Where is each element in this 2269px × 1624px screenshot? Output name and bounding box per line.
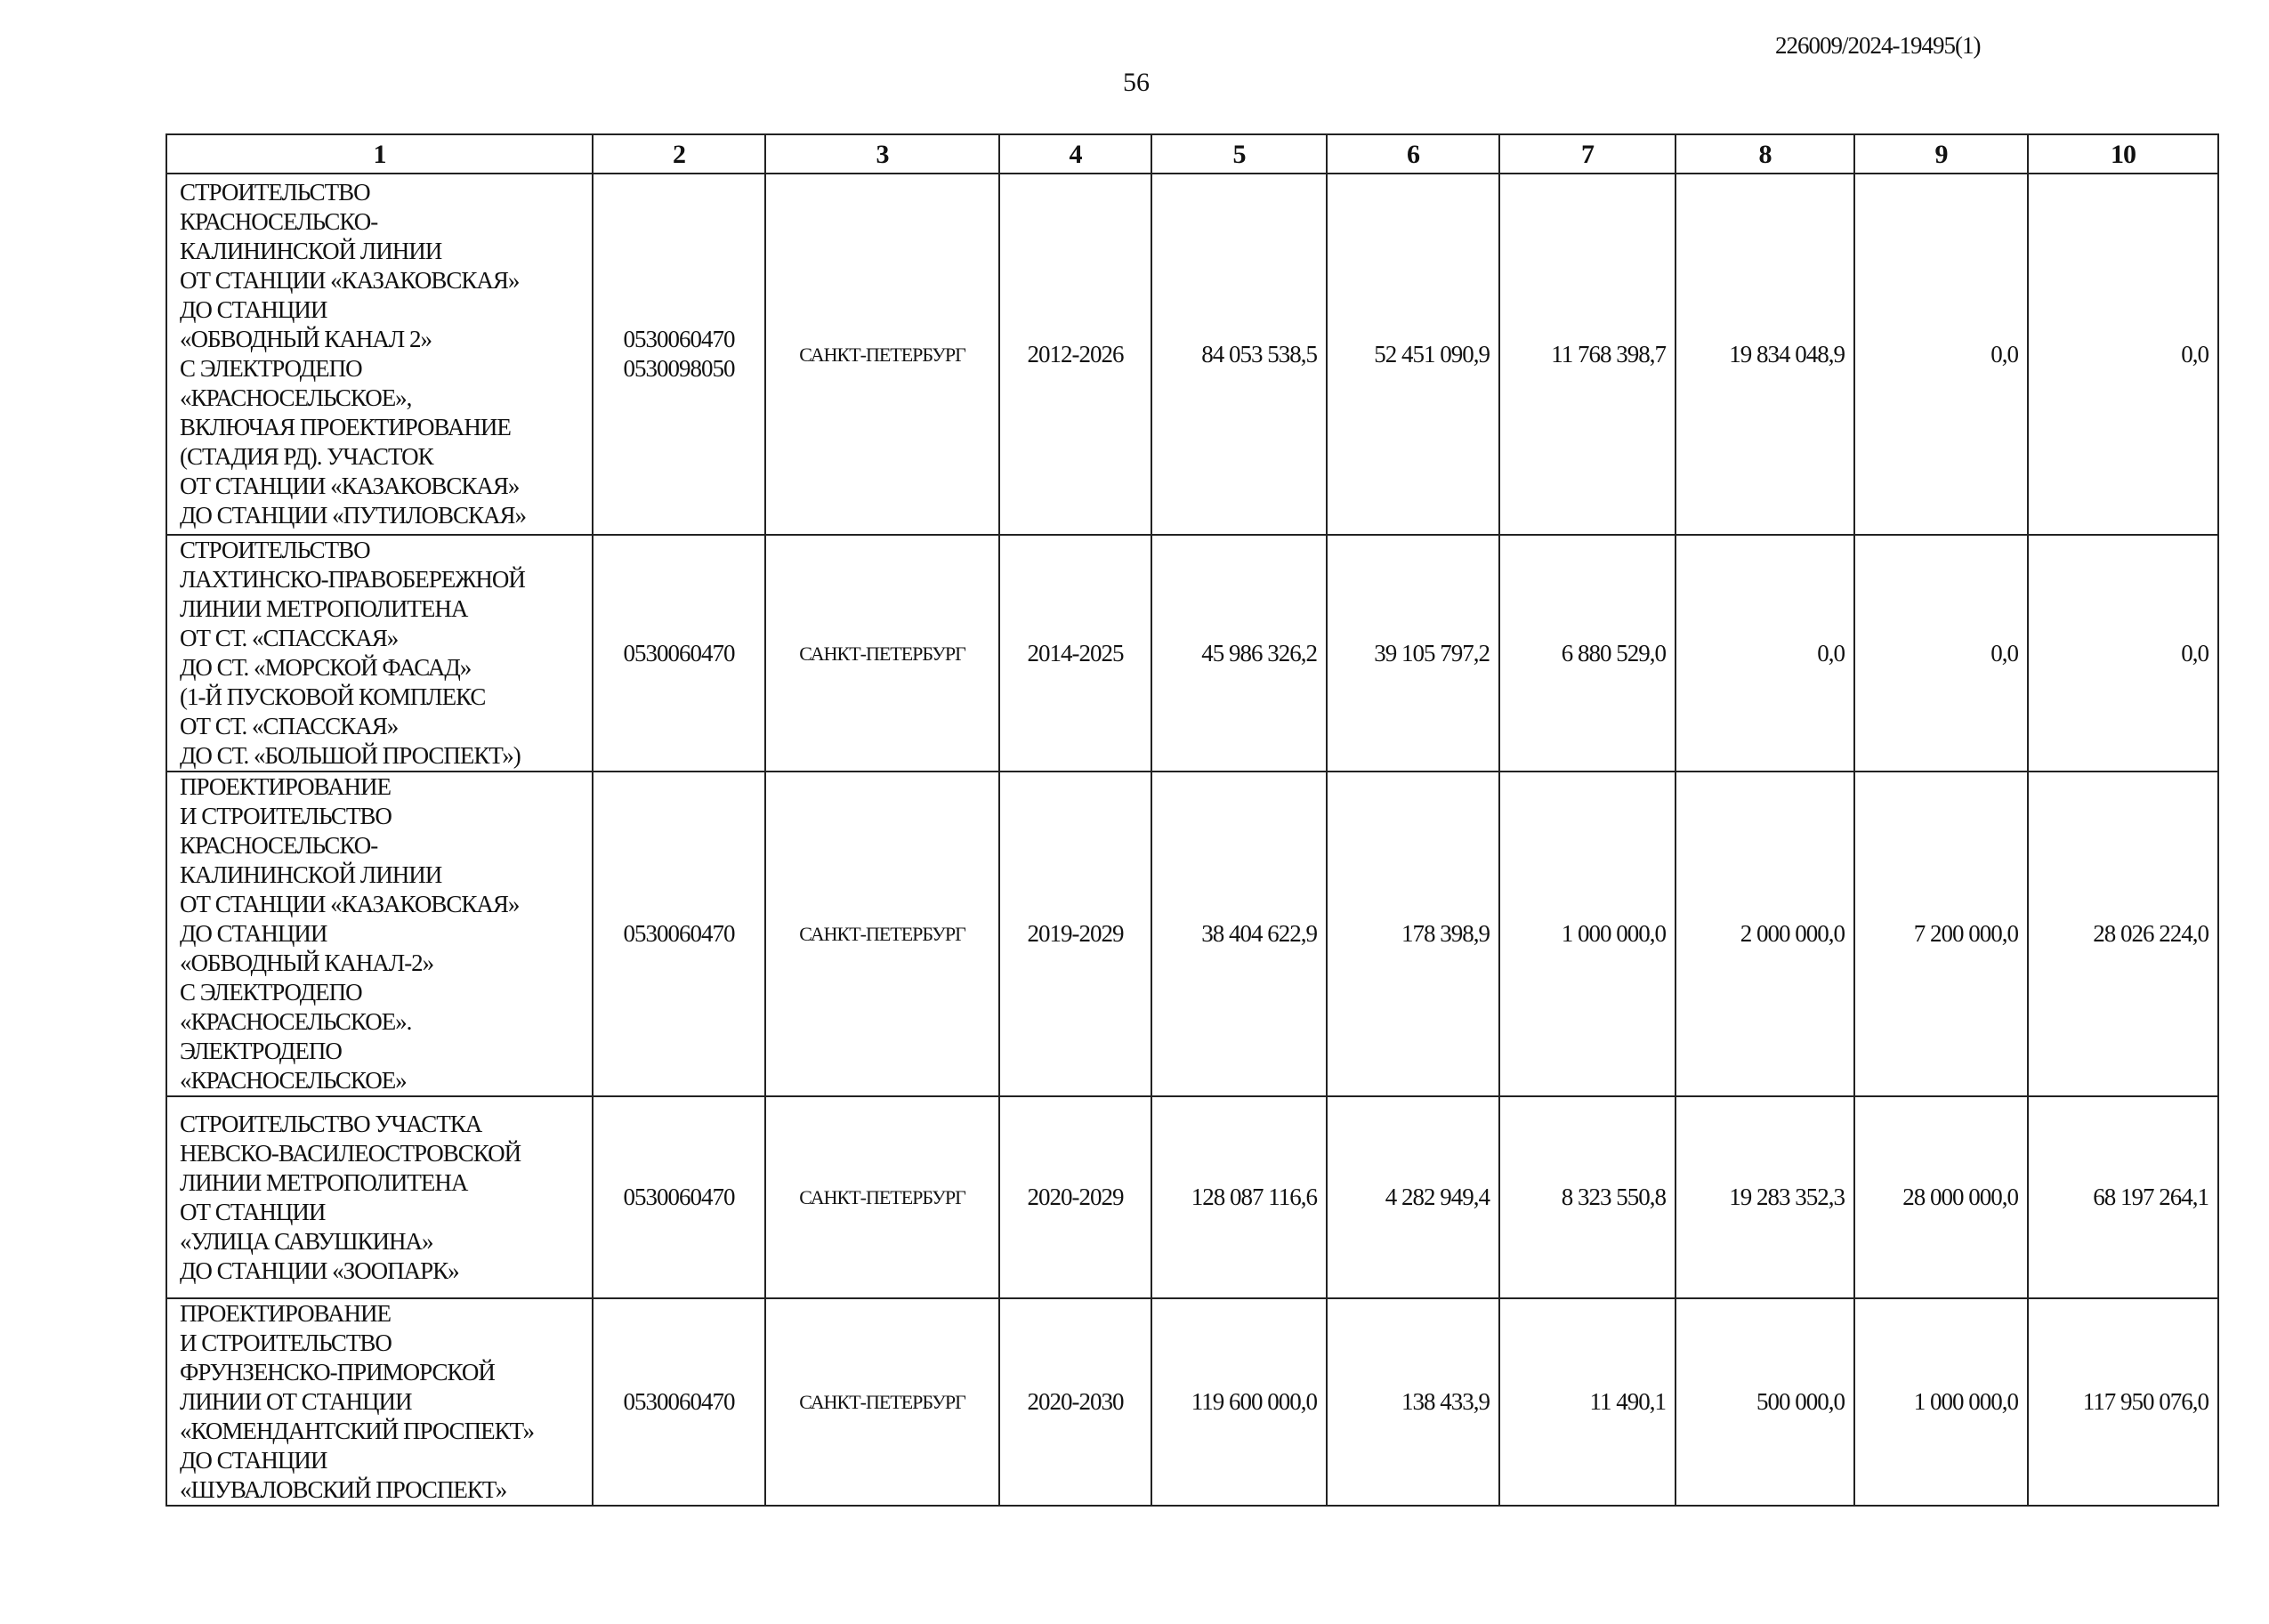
value-cell: 0,0 [1676, 535, 1854, 772]
project-name-line: ОТ СТАНЦИИ «КАЗАКОВСКАЯ» [180, 473, 520, 499]
table-row [166, 772, 2218, 1096]
project-name-line: ОТ СТ. «СПАССКАЯ» [180, 625, 399, 651]
value-cell: 28 026 224,0 [2028, 772, 2218, 1096]
project-name-line: КРАСНОСЕЛЬСКО- [180, 208, 378, 235]
column-header: 4 [999, 134, 1151, 174]
value-cell: 500 000,0 [1676, 1298, 1854, 1506]
column-header: 5 [1151, 134, 1327, 174]
value-cell: 39 105 797,2 [1327, 535, 1499, 772]
value-cell: 178 398,9 [1327, 772, 1499, 1096]
period-cell: 2019-2029 [999, 772, 1151, 1096]
column-header: 3 [765, 134, 999, 174]
value-cell: 84 053 538,5 [1151, 174, 1327, 535]
value-cell: 119 600 000,0 [1151, 1298, 1327, 1506]
project-name-line: ЛИНИИ МЕТРОПОЛИТЕНА [180, 595, 468, 622]
value-cell: 128 087 116,6 [1151, 1096, 1327, 1298]
value-cell: 0,0 [2028, 174, 2218, 535]
project-name-line: «УЛИЦА САВУШКИНА» [180, 1227, 433, 1255]
project-name-line: (СТАДИЯ РД). УЧАСТОК [180, 443, 433, 470]
value-cell: 0,0 [1854, 535, 2028, 772]
value-cell: 2 000 000,0 [1676, 772, 1854, 1096]
column-header: 7 [1499, 134, 1676, 174]
column-header: 1 [166, 134, 593, 174]
value-cell: 45 986 326,2 [1151, 535, 1327, 772]
table-row [166, 1298, 2218, 1506]
code-cell [593, 772, 765, 1096]
project-name-line: ДО СТ. «БОЛЬШОЙ ПРОСПЕКТ») [180, 742, 521, 769]
column-header: 6 [1327, 134, 1499, 174]
project-name-line: «ОБВОДНЫЙ КАНАЛ 2» [180, 326, 432, 352]
code: 0530060470 [623, 639, 735, 667]
code: 0530098050 [623, 355, 735, 382]
value-cell: 68 197 264,1 [2028, 1096, 2218, 1298]
project-name-line: ЛИНИИ ОТ СТАНЦИИ [180, 1388, 412, 1415]
project-name-line: ДО СТ. «МОРСКОЙ ФАСАД» [180, 654, 472, 681]
page-number: 56 [1123, 68, 1150, 97]
value-cell: 1 000 000,0 [1499, 772, 1676, 1096]
project-name-line: (1-Й ПУСКОВОЙ КОМПЛЕКС [180, 683, 486, 710]
table-row [166, 174, 2218, 535]
project-name-line: С ЭЛЕКТРОДЕПО [180, 355, 362, 382]
table-row [166, 1096, 2218, 1298]
project-name-line: СТРОИТЕЛЬСТВО УЧАСТКА [180, 1110, 482, 1137]
project-name-cell [166, 174, 593, 535]
project-name-line: «ШУВАЛОВСКИЙ ПРОСПЕКТ» [180, 1476, 507, 1503]
project-name-line: КРАСНОСЕЛЬСКО- [180, 832, 378, 859]
project-name-line: ОТ СТАНЦИИ [180, 1198, 326, 1225]
document-id: 226009/2024-19495(1) [1775, 32, 1981, 59]
header-row [166, 134, 2218, 174]
project-name-line: ДО СТАНЦИИ «ЗООПАРК» [180, 1256, 459, 1284]
project-name-line: СТРОИТЕЛЬСТВО [180, 537, 370, 563]
code-cell [593, 1096, 765, 1298]
value-cell: 117 950 076,0 [2028, 1298, 2218, 1506]
code-cell [593, 535, 765, 772]
project-name-line: ПРОЕКТИРОВАНИЕ [180, 773, 391, 800]
city-cell: САНКТ-ПЕТЕРБУРГ [765, 535, 999, 772]
project-name-cell [166, 1298, 593, 1506]
project-name-line: КАЛИНИНСКОЙ ЛИНИИ [180, 861, 442, 888]
period-cell: 2012-2026 [999, 174, 1151, 535]
column-header: 10 [2028, 134, 2218, 174]
project-name-line: ДО СТАНЦИИ [180, 296, 327, 323]
project-name-cell [166, 535, 593, 772]
city-cell: САНКТ-ПЕТЕРБУРГ [765, 772, 999, 1096]
value-cell: 6 880 529,0 [1499, 535, 1676, 772]
code: 0530060470 [623, 326, 735, 352]
value-cell: 4 282 949,4 [1327, 1096, 1499, 1298]
project-name-line: «КРАСНОСЕЛЬСКОЕ», [180, 384, 412, 411]
project-name-line: ЭЛЕКТРОДЕПО [180, 1038, 342, 1064]
column-header: 2 [593, 134, 765, 174]
project-name-line: СТРОИТЕЛЬСТВО [180, 179, 370, 206]
project-name-line: КАЛИНИНСКОЙ ЛИНИИ [180, 238, 442, 264]
project-name-line: «КРАСНОСЕЛЬСКОЕ». [180, 1008, 412, 1035]
period-cell: 2014-2025 [999, 535, 1151, 772]
value-cell: 19 283 352,3 [1676, 1096, 1854, 1298]
project-name-line: И СТРОИТЕЛЬСТВО [180, 1329, 392, 1356]
value-cell: 28 000 000,0 [1854, 1096, 2028, 1298]
project-name-line: И СТРОИТЕЛЬСТВО [180, 803, 392, 829]
value-cell: 52 451 090,9 [1327, 174, 1499, 535]
value-cell: 11 768 398,7 [1499, 174, 1676, 535]
project-name-line: «КРАСНОСЕЛЬСКОЕ» [180, 1067, 407, 1094]
city-cell: САНКТ-ПЕТЕРБУРГ [765, 1096, 999, 1298]
project-name-line: ДО СТАНЦИИ [180, 1447, 327, 1474]
period-cell: 2020-2030 [999, 1298, 1151, 1506]
column-header: 9 [1854, 134, 2028, 174]
project-name-line: ПРОЕКТИРОВАНИЕ [180, 1300, 391, 1327]
project-name-line: ЛАХТИНСКО-ПРАВОБЕРЕЖНОЙ [180, 566, 525, 593]
code-cell [593, 1298, 765, 1506]
code: 0530060470 [623, 920, 735, 947]
project-name-line: «ОБВОДНЫЙ КАНАЛ-2» [180, 949, 434, 976]
project-name-cell [166, 772, 593, 1096]
value-cell: 19 834 048,9 [1676, 174, 1854, 535]
value-cell: 38 404 622,9 [1151, 772, 1327, 1096]
value-cell: 11 490,1 [1499, 1298, 1676, 1506]
code-cell [593, 174, 765, 535]
project-name-line: НЕВСКО-ВАСИЛЕОСТРОВСКОЙ [180, 1139, 521, 1167]
project-name-line: ЛИНИИ МЕТРОПОЛИТЕНА [180, 1168, 468, 1196]
project-name-line: ДО СТАНЦИИ «ПУТИЛОВСКАЯ» [180, 502, 527, 529]
project-name-line: «КОМЕНДАНТСКИЙ ПРОСПЕКТ» [180, 1418, 534, 1444]
city-cell: САНКТ-ПЕТЕРБУРГ [765, 1298, 999, 1506]
project-name-line: ВКЛЮЧАЯ ПРОЕКТИРОВАНИЕ [180, 414, 511, 440]
value-cell: 0,0 [2028, 535, 2218, 772]
code: 0530060470 [623, 1184, 735, 1210]
value-cell: 7 200 000,0 [1854, 772, 2028, 1096]
project-name-line: ФРУНЗЕНСКО-ПРИМОРСКОЙ [180, 1359, 495, 1386]
value-cell: 8 323 550,8 [1499, 1096, 1676, 1298]
project-name-line: ОТ СТАНЦИИ «КАЗАКОВСКАЯ» [180, 891, 520, 917]
project-name-line: ДО СТАНЦИИ [180, 920, 327, 947]
project-name-line: ОТ СТАНЦИИ «КАЗАКОВСКАЯ» [180, 267, 520, 294]
table-row [166, 535, 2218, 772]
project-name-cell [166, 1096, 593, 1298]
data-table [166, 133, 2219, 1507]
project-name-line: ОТ СТ. «СПАССКАЯ» [180, 713, 399, 739]
city-cell: САНКТ-ПЕТЕРБУРГ [765, 174, 999, 535]
project-name-line: С ЭЛЕКТРОДЕПО [180, 979, 362, 1006]
value-cell: 0,0 [1854, 174, 2028, 535]
period-cell: 2020-2029 [999, 1096, 1151, 1298]
column-header: 8 [1676, 134, 1854, 174]
code: 0530060470 [623, 1388, 735, 1415]
value-cell: 1 000 000,0 [1854, 1298, 2028, 1506]
value-cell: 138 433,9 [1327, 1298, 1499, 1506]
